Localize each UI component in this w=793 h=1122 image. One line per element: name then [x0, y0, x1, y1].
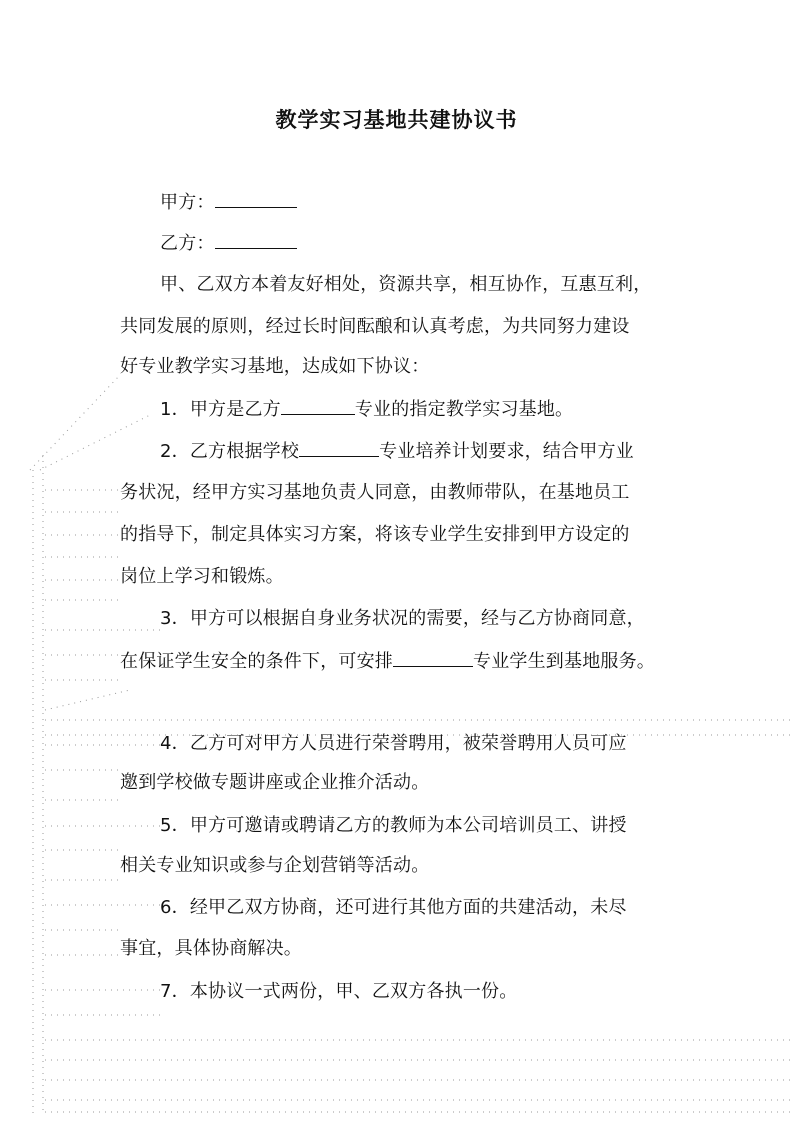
clause-3-before: 在保证学生安全的条件下，可安排	[120, 651, 393, 672]
clause-4-line-1: 4．乙方可对甲方人员进行荣誉聘用，被荣誉聘用人员可应	[160, 733, 627, 754]
clause-3-line-2	[120, 649, 655, 674]
party-a-line	[160, 190, 297, 215]
clause-1-blank	[281, 397, 355, 415]
clause-6-line-1: 6．经甲乙双方协商，还可进行其他方面的共建活动，未尽	[160, 897, 627, 918]
clause-2-line-1	[160, 439, 634, 464]
party-b-label: 乙方：	[160, 233, 215, 254]
clause-4-line-2: 邀到学校做专题讲座或企业推介活动。	[120, 772, 430, 793]
clause-6-line-2: 事宜，具体协商解决。	[120, 938, 302, 959]
intro-line-1: 甲、乙双方本着友好相处，资源共享，相互协作，互惠互利，	[160, 274, 652, 295]
clause-3-after: 专业学生到基地服务。	[473, 651, 655, 672]
party-a-label: 甲方：	[160, 192, 215, 213]
clause-2-line-4: 岗位上学习和锻炼。	[120, 566, 284, 587]
party-a-blank	[215, 190, 297, 208]
clause-5-line-2: 相关专业知识或参与企划营销等活动。	[120, 855, 430, 876]
clause-2-after: 专业培养计划要求，结合甲方业	[379, 441, 634, 462]
party-b-line	[160, 231, 297, 256]
clause-2-blank	[299, 439, 379, 457]
intro-line-3: 好专业教学实习基地，达成如下协议：	[120, 356, 430, 377]
clause-7: 7．本协议一式两份，甲、乙双方各执一份。	[160, 981, 518, 1002]
clause-2-line-2: 务状况，经甲方实习基地负责人同意，由教师带队，在基地员工	[120, 482, 630, 503]
clause-3-line-1: 3．甲方可以根据自身业务状况的需要，经与乙方协商同意，	[160, 608, 645, 629]
party-b-blank	[215, 231, 297, 249]
clause-3-blank	[393, 649, 473, 667]
clause-1	[160, 397, 573, 422]
clause-5-line-1: 5．甲方可邀请或聘请乙方的教师为本公司培训员工、讲授	[160, 815, 627, 836]
clause-2-before: 2．乙方根据学校	[160, 441, 300, 462]
intro-line-2: 共同发展的原则，经过长时间酝酿和认真考虑，为共同努力建设	[120, 316, 630, 337]
clause-1-before: 1．甲方是乙方	[160, 399, 281, 420]
document-title: 教学实习基地共建协议书	[275, 108, 518, 132]
clause-2-line-3: 的指导下，制定具体实习方案，将该专业学生安排到甲方设定的	[120, 524, 630, 545]
clause-1-after: 专业的指定教学实习基地。	[354, 399, 574, 420]
